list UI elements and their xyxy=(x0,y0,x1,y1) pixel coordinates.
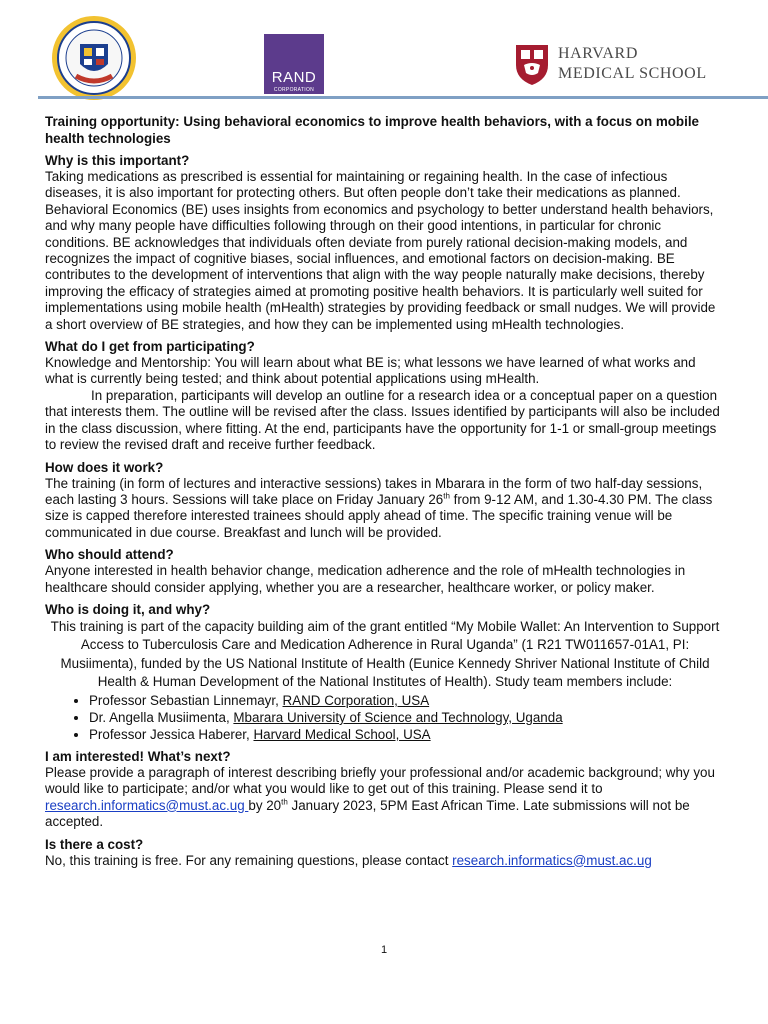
how-text-2: from 9-12 AM, and 1.30-4.30 PM. The class size is capped therefore interested trainees should apply ahead of time. The specific training venue will be communicated in due course. Breakfast and lunch will be provided. xyxy=(45,491,713,540)
get-paragraph-1: Knowledge and Mentorship: You will learn about what BE is; what lessons we have learned of what works and what is currently being tested; and think about potential applications using mHealth. xyxy=(45,355,696,387)
contact-email-link[interactable]: research.informatics@must.ac.ug xyxy=(45,797,249,813)
attend-heading: Who should attend? xyxy=(45,547,174,563)
harvard-shield-logo xyxy=(514,43,550,86)
header-divider xyxy=(38,96,768,99)
rand-logo-name: RAND xyxy=(271,69,317,86)
interested-paragraph xyxy=(45,765,725,831)
team-member-list xyxy=(45,692,725,743)
doing-heading: Who is doing it, and why? xyxy=(45,601,211,617)
cost-text: No, this training is free. For any remaining questions, please contact xyxy=(45,852,453,868)
interested-text-1: Please provide a paragraph of interest describing briefly your professional and/or academic background; why you would like to participate; and/or what you would like to get out of this training. Please send it to xyxy=(45,764,715,797)
member-name: Dr. Angella Musiimenta, xyxy=(89,709,234,725)
how-text-1: The training (in form of lectures and interactive sessions) takes in Mbarara in the form of two half-day sessions, each lasting 3 hours. Sessions will take place on Friday January 26 xyxy=(45,475,703,507)
member-name: Professor Jessica Haberer, xyxy=(89,726,254,742)
list-item xyxy=(89,709,725,726)
list-item xyxy=(89,692,725,709)
get-heading: What do I get from participating? xyxy=(45,339,255,355)
member-org: Mbarara University of Science and Technology, Uganda xyxy=(233,709,563,725)
doing-paragraph: This training is part of the capacity building aim of the grant entitled “My Mobile Wallet: An Intervention to Support Access to Tuberculosis Care and Medication Adherence in Rural Uganda” (1 R21 TW011657-01A1, PI: Musiimenta), funded by the US National Institute of Health (Eunice Kennedy Shriver National Institute of Child Health & Human Development of the National Institutes of Health). Study team members include: xyxy=(50,618,720,690)
interested-text-3: January 2023, 5PM East African Time. Late submissions will not be accepted. xyxy=(45,797,690,830)
get-paragraph-2: In preparation, participants will develop an outline for a research idea or a conceptual paper on a question that interests them. The outline will be revised after the class. Issues identified by participants will also be included in the class discussion, where fitting. At the end, participants have the opportunity for 1-1 or small-group meetings to review the revised draft and receive further feedback. xyxy=(45,387,720,453)
contact-email-link-2[interactable]: research.informatics@must.ac.ug xyxy=(452,852,652,868)
why-paragraph: Taking medications as prescribed is essential for maintaining or regaining health. In the case of infectious diseases, it is also important for protecting others. But often people don’t take their medications as planned. Behavioral Economics (BE) uses insights from economics and psychology to better understand health behaviors, and why many people have difficulties following through on their good intentions, in particular for chronic conditions. BE acknowledges that individuals often deviate from purely rational decision-making models, and recognizes the impact of cognitive biases, social influences, and emotional factors on decision-making. BE contributes to the development of interventions that align with the way people naturally make decisions, thereby improving the efficacy of strategies aimed at promoting positive health behaviors. It is particularly well suited for implementations using mobile health (mHealth) strategies by providing feedback or small nudges. We will provide a short overview of BE strategies, and how they can be implemented using mHealth technologies. xyxy=(45,169,716,332)
member-org: Harvard Medical School, USA xyxy=(253,726,431,742)
harvard-wordmark xyxy=(558,44,707,84)
rand-logo-sub: CORPORATION xyxy=(273,87,315,93)
deadline-date-suffix: th xyxy=(281,797,288,807)
document-body xyxy=(45,113,725,869)
cost-heading: Is there a cost? xyxy=(45,836,144,852)
how-paragraph xyxy=(45,476,725,542)
attend-paragraph: Anyone interested in health behavior change, medication adherence and the role of mHealth technologies in healthcare should consider applying, whether you are a researcher, healthcare worker, or policy maker. xyxy=(45,563,686,595)
document-title: Training opportunity: Using behavioral economics to improve health behaviors, with a focus on mobile health technologies xyxy=(45,114,699,146)
member-org: RAND Corporation, USA xyxy=(282,692,430,708)
interested-text-2: by 20 xyxy=(248,797,282,813)
cost-paragraph xyxy=(45,853,725,869)
member-name: Professor Sebastian Linnemayr, xyxy=(89,692,283,708)
rand-logo xyxy=(264,34,324,94)
harvard-wordmark-line2: MEDICAL SCHOOL xyxy=(558,65,707,82)
must-crest-logo xyxy=(50,14,138,102)
how-heading: How does it work? xyxy=(45,459,164,475)
interested-heading: I am interested! What’s next? xyxy=(45,748,231,764)
why-heading: Why is this important? xyxy=(45,153,190,168)
harvard-wordmark-line1: HARVARD xyxy=(558,45,638,62)
how-date-suffix: th xyxy=(443,491,450,501)
list-item xyxy=(89,726,725,743)
page-number: 1 xyxy=(380,944,388,956)
page-header xyxy=(0,0,768,98)
